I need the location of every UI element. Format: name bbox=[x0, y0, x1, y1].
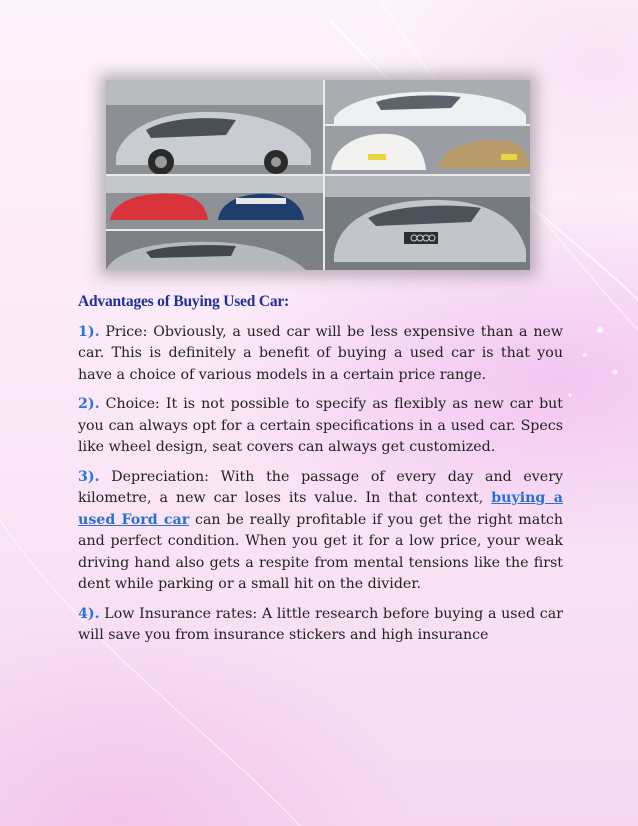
advantage-depreciation bbox=[78, 467, 563, 596]
advantage-choice bbox=[78, 394, 563, 459]
advantage-price bbox=[78, 322, 563, 387]
point-text: Choice: It is not possible to specify as flexibly as new car but you can always opt for a certain specifications in a used car. Specs like wheel design, seat covers can always get customized. bbox=[78, 396, 563, 455]
article-body bbox=[78, 291, 563, 655]
point-text: Low Insurance rates: A little research before buying a used car will save you from insurance stickers and high insurance bbox=[78, 605, 563, 643]
buying-used-ford-car-link[interactable]: buying a used Ford car bbox=[78, 490, 563, 528]
point-text-before-link: Depreciation: With the passage of every day and every kilometre, a new car loses its value. In that context, bbox=[78, 468, 563, 506]
point-number: 1). bbox=[78, 323, 100, 340]
advantage-insurance bbox=[78, 604, 563, 647]
used-cars-collage-image bbox=[106, 80, 530, 270]
point-number: 2). bbox=[78, 396, 100, 412]
point-text: Price: Obviously, a used car will be less expensive than a new car. This is definitely a benefit of buying a used car is that you have a choice of various models in a certain price range. bbox=[78, 323, 563, 383]
point-text-after-link: can be really profitable if you get the right match and perfect condition. When you get it for a low price, your weak driving hand also gets a respite from mental tensions like the first dent while parking or a small hit on the divider. bbox=[78, 511, 563, 592]
section-heading: Advantages of Buying Used Car: bbox=[78, 293, 290, 310]
point-number: 4). bbox=[78, 605, 100, 622]
point-number: 3). bbox=[78, 468, 100, 485]
